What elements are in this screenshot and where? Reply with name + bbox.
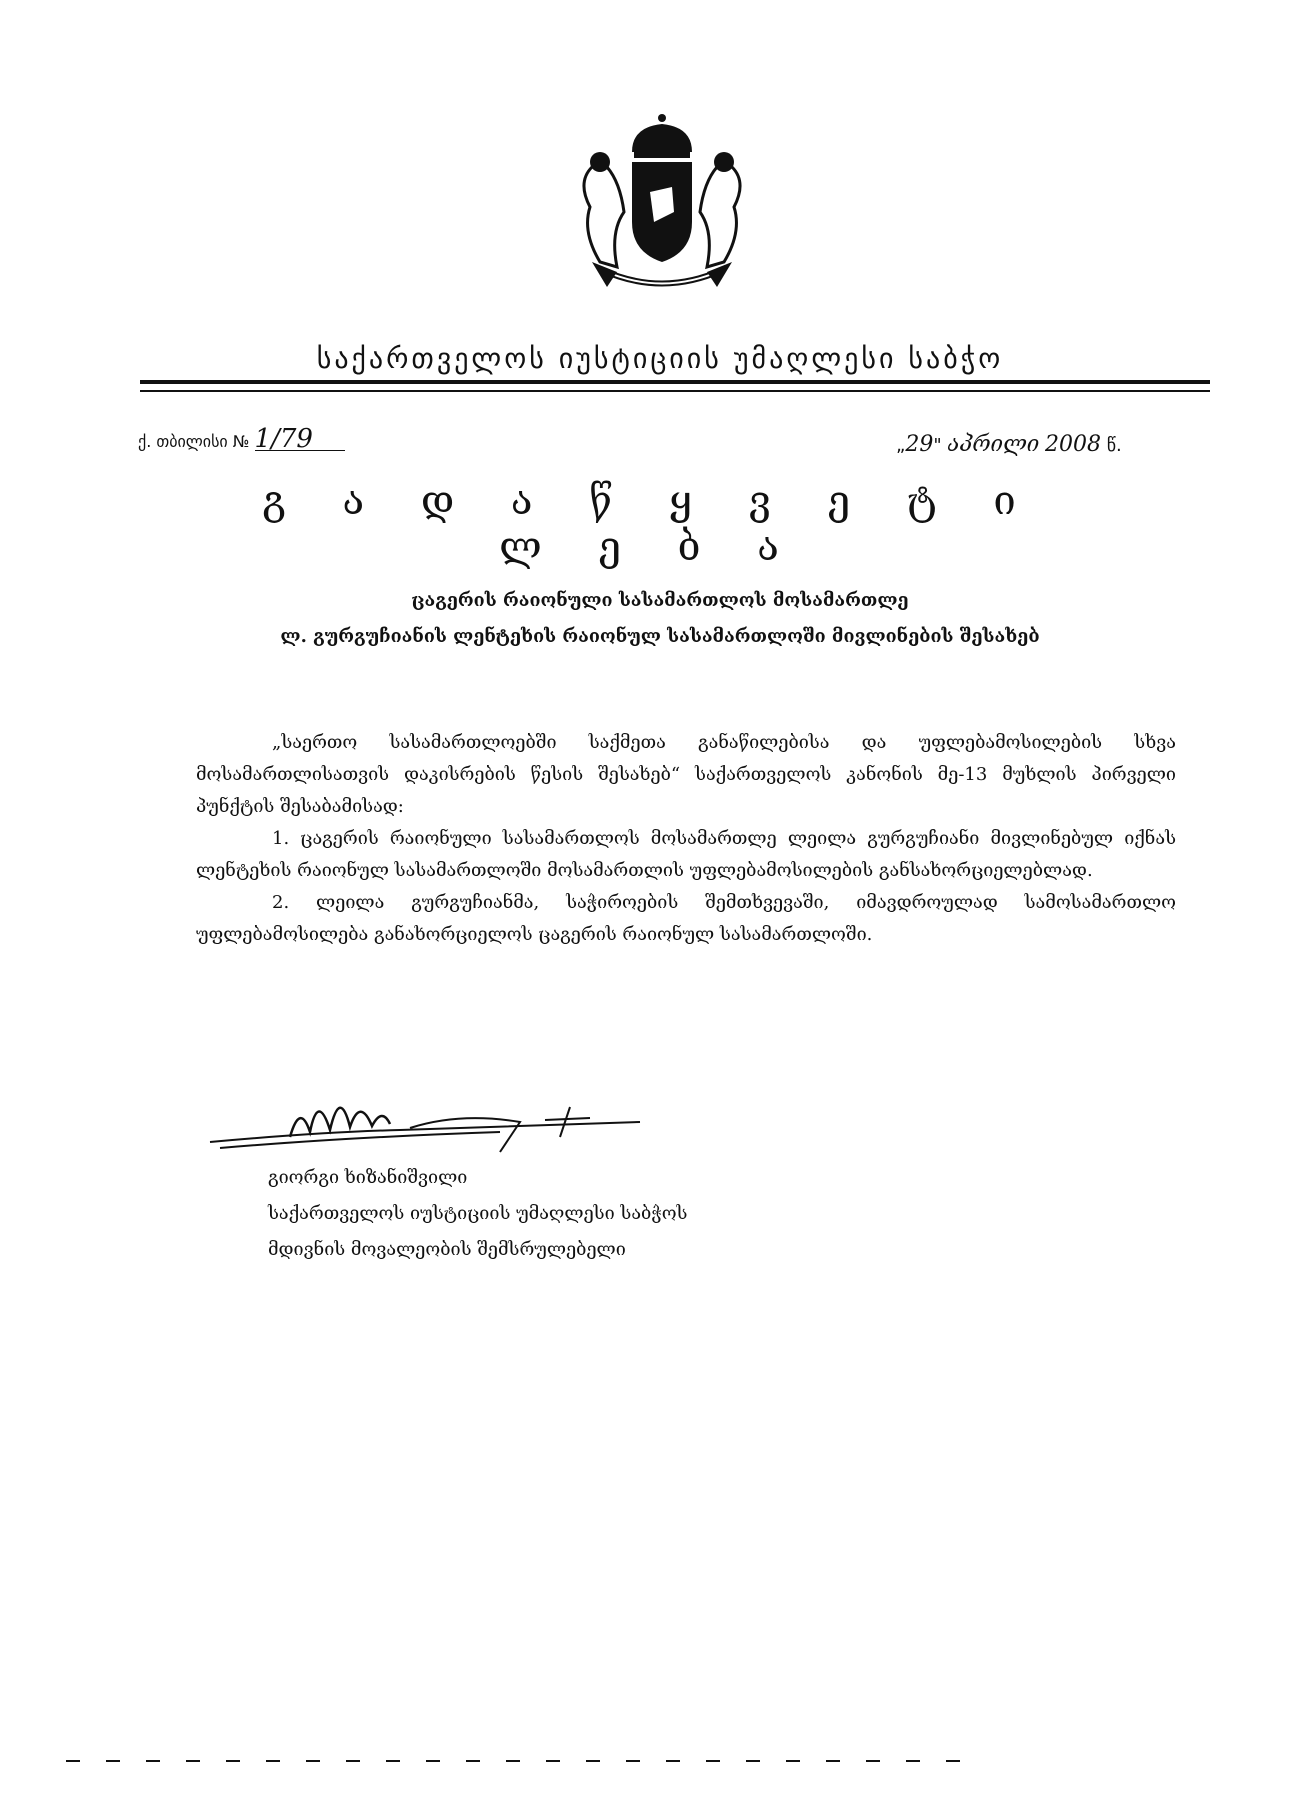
date-opening-quote: „ xyxy=(896,435,906,456)
date-day: 29 xyxy=(905,432,934,457)
signatory-block xyxy=(268,1160,687,1268)
coat-of-arms-emblem xyxy=(562,112,762,312)
subject-line-1: ცაგერის რაიონული სასამართლოს მოსამართლე xyxy=(411,590,909,611)
header-rule-thick xyxy=(140,380,1210,384)
date-year: 2008 xyxy=(1045,432,1101,457)
preamble-paragraph: „საერთო სასამართლოებში საქმეთა განაწილებისა და უფლებამოსილების სხვა მოსამართლისათვის დაკისრების წესის შესახებ“ საქართველოს კანონის მე-13 მუხლის პირველი პუნქტის შესაბამისად: xyxy=(196,732,1176,817)
decision-item-2: 2. ლეილა გურგუჩიანმა, საჭიროების შემთხვევაში, იმავდროულად სამოსამართლო უფლებამოსილება განახორციელოს ცაგერის რაიონულ სასამართლოში. xyxy=(196,892,1176,945)
date-month: აპრილი xyxy=(947,432,1040,457)
decision-item-1: 1. ცაგერის რაიონული სასამართლოს მოსამართლე ლეილა გურგუჩიანი მივლინებულ იქნას ლენტეხის რაიონულ სასამართლოში მოსამართლის უფლებამოსილების განსახორციელებლად. xyxy=(196,828,1176,881)
organization-title: საქართველოს იუსტიციის უმაღლესი საბჭო xyxy=(316,342,1004,375)
subject-heading xyxy=(200,583,1120,655)
document-number: 1/79 xyxy=(255,428,345,451)
footer-dashed-line xyxy=(66,1752,986,1764)
date-closing-quote: " xyxy=(933,435,942,456)
signatory-name: გიორგი ხიზანიშვილი xyxy=(268,1167,468,1188)
date-suffix: წ. xyxy=(1106,435,1122,456)
subject-line-2: ლ. გურგუჩიანის ლენტეხის რაიონულ სასამართლოში მივლინების შესახებ xyxy=(280,626,1040,647)
document-type-heading: გ ა დ ა წ ყ ვ ე ტ ი ლ ე ბ ა xyxy=(262,478,1038,570)
place-prefix: ქ. თბილისი № xyxy=(138,432,250,451)
place-and-number xyxy=(138,424,345,454)
decision-body xyxy=(196,727,1176,951)
header-rule-thin xyxy=(140,390,1210,392)
document-date xyxy=(896,432,1122,457)
signatory-title-line-1: საქართველოს იუსტიციის უმაღლესი საბჭოს xyxy=(268,1203,688,1224)
signatory-title-line-2: მდივნის მოვალეობის შემსრულებელი xyxy=(268,1239,626,1260)
